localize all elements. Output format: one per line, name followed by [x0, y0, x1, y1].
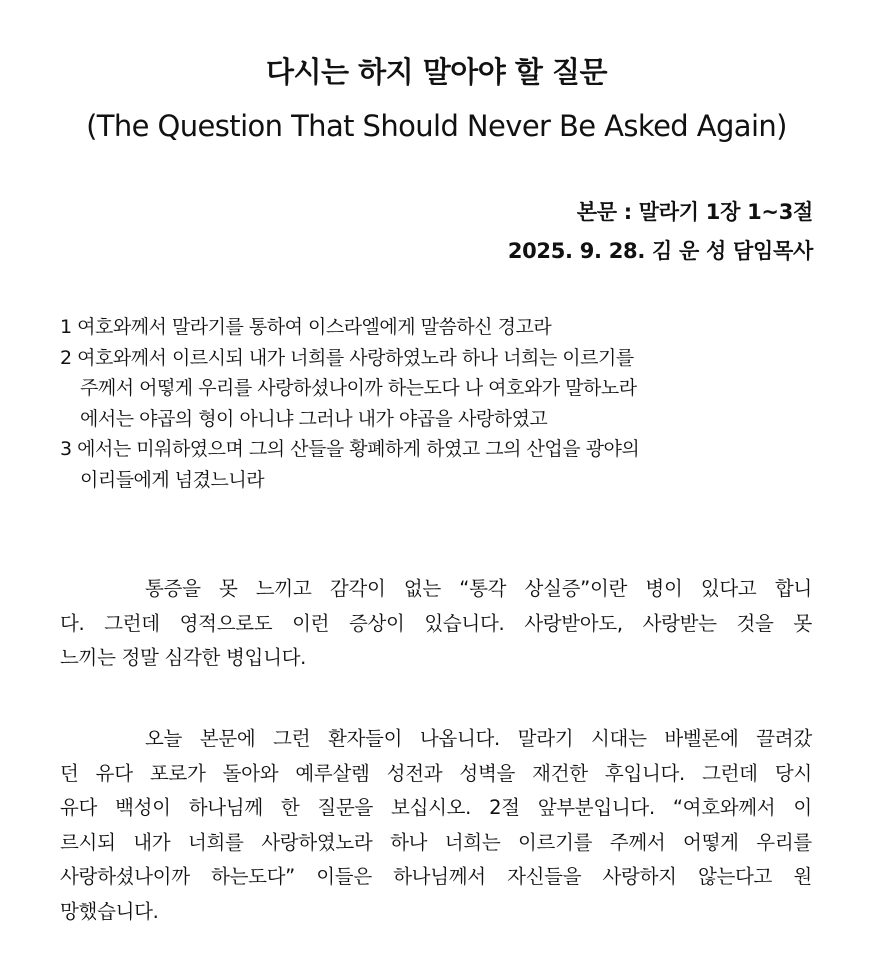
word: 말라기	[517, 727, 574, 750]
word: 2절	[489, 796, 520, 819]
word: 사랑하셨나이까	[60, 865, 190, 888]
word: 포로가	[149, 761, 206, 785]
word: 못	[218, 577, 238, 600]
word: 재건한	[532, 761, 588, 785]
body-paragraph	[60, 572, 812, 676]
word: 자신들을	[507, 865, 582, 888]
scripture-verses	[60, 312, 820, 495]
word: 이런	[292, 611, 330, 635]
word: 백성이	[115, 796, 171, 819]
word: 사랑받아도,	[524, 611, 623, 635]
word: 사랑하였노라	[261, 830, 373, 854]
word: 유다	[60, 796, 98, 819]
word: 르시되	[60, 830, 116, 854]
word: 내가	[133, 830, 171, 854]
word: 이들은	[316, 865, 372, 888]
word: 사랑받는	[642, 611, 717, 635]
word: 환자들이	[327, 727, 403, 750]
verse-line: 주께서 어떻게 우리를 사랑하셨나이까 하는도다 나 여호와가 말하노라	[80, 377, 637, 399]
word: 한	[280, 796, 300, 819]
scripture-reference: 본문 : 말라기 1장 1~3절	[576, 200, 813, 224]
word: 앞부분입니다.	[537, 796, 655, 819]
word: 질문을	[317, 796, 374, 819]
word: 않는다고	[697, 865, 773, 888]
paragraph-line	[60, 572, 812, 607]
verse-line: 이리들에게 넘겼느니라	[80, 468, 265, 491]
paragraph-line: 느끼는 정말 심각한 병입니다.	[60, 646, 307, 669]
word: 이	[793, 796, 812, 819]
word: 성벽을	[459, 761, 516, 785]
word: “여호와께서	[672, 796, 776, 819]
paragraph-line	[60, 860, 812, 895]
word: 끌려갔	[756, 727, 812, 750]
word: 본문에	[199, 727, 256, 750]
word: 던	[60, 761, 79, 785]
word: 우리를	[756, 830, 812, 854]
word: 사랑하지	[602, 865, 677, 888]
word: 그런데	[702, 761, 758, 785]
paragraph-line: 망했습니다.	[60, 899, 159, 923]
body-paragraph	[60, 722, 812, 929]
word: 바벨론에	[664, 727, 739, 750]
word: 돌아와	[222, 761, 279, 785]
word: 너희를	[187, 830, 244, 854]
word: 것을	[736, 611, 774, 635]
word: 당시	[774, 761, 812, 785]
word: 못	[793, 611, 812, 635]
word: 너희는	[444, 830, 501, 854]
word: 통증을	[145, 577, 201, 600]
word: 있습니다.	[424, 611, 505, 635]
verse-line: 2 여호와께서 이르시되 내가 너희를 사랑하였노라 하나 너희는 이르기를	[60, 346, 634, 369]
word: 후입니다.	[604, 761, 685, 785]
word: 증상이	[348, 611, 405, 635]
word: 그런	[273, 727, 311, 750]
word: 다.	[60, 611, 85, 635]
sermon-title-english: (The Question That Should Never Be Asked Again)	[86, 109, 787, 143]
verse-line: 1 여호와께서 말라기를 통하여 이스라엘에게 말씀하신 경고라	[60, 316, 552, 338]
paragraph-line	[60, 757, 812, 792]
word: 감각이	[329, 577, 386, 600]
word: 하는도다”	[211, 865, 295, 888]
word: 하나	[390, 830, 428, 854]
word: 보십시오.	[391, 796, 472, 819]
word: 어떻게	[683, 830, 739, 854]
date-and-preacher: 2025. 9. 28. 김 운 성 담임목사	[507, 239, 813, 263]
word: 시대는	[591, 727, 647, 750]
paragraph-line	[60, 722, 812, 757]
word: 합니	[774, 577, 812, 600]
sermon-title-korean: 다시는 하지 말아야 할 질문	[265, 55, 608, 89]
word: 성전과	[386, 761, 443, 785]
word: 병이	[645, 577, 683, 600]
word: 주께서	[609, 830, 666, 854]
word: 이르기를	[518, 830, 593, 854]
word: 오늘	[145, 727, 183, 750]
paragraph-line	[60, 607, 812, 642]
paragraph-line	[60, 791, 812, 826]
word: 느끼고	[255, 577, 312, 600]
word: “통각	[459, 577, 507, 600]
word: 나옵니다.	[419, 727, 500, 750]
verse-line: 3 에서는 미워하였으며 그의 산들을 황폐하게 하였고 그의 산업을 광야의	[60, 438, 640, 460]
verse-line: 에서는 야곱의 형이 아니냐 그러나 내가 야곱을 사랑하였고	[80, 407, 548, 430]
word: 그런데	[104, 611, 160, 635]
word: 하나님께	[188, 796, 263, 819]
word: 유다	[95, 761, 133, 785]
word: 영적으로도	[179, 611, 273, 635]
word: 없는	[403, 577, 441, 600]
word: 예루살렘	[295, 761, 370, 785]
paragraph-line	[60, 826, 812, 861]
word: 있다고	[700, 577, 757, 600]
word: 하나님께서	[393, 865, 486, 888]
word: 원	[793, 865, 812, 888]
word: 상실증”이란	[524, 577, 628, 600]
